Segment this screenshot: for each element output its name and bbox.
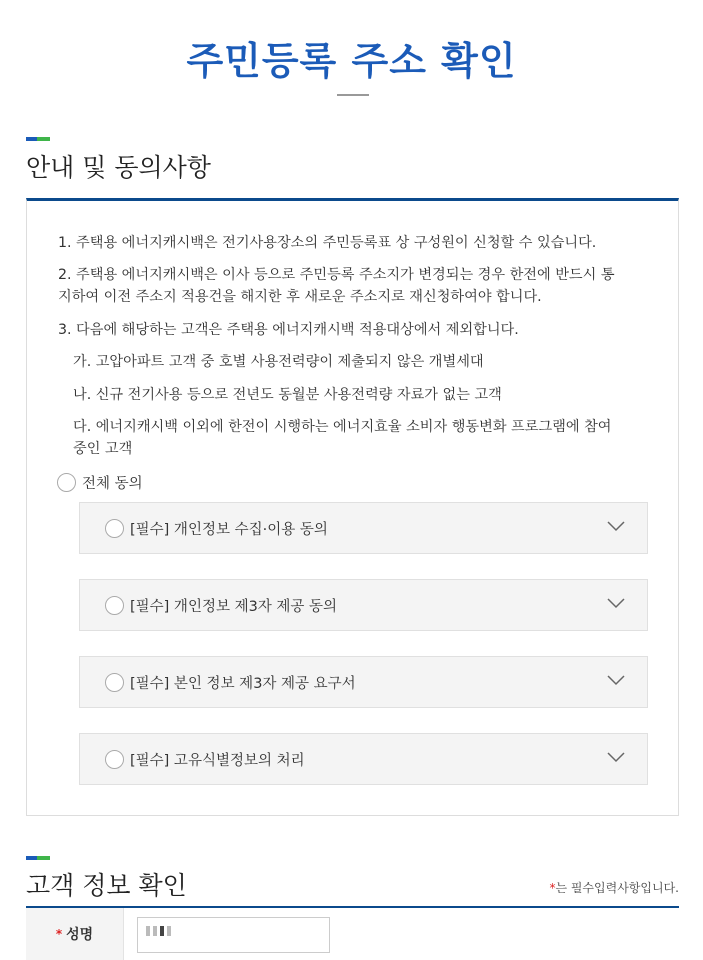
notice-subitem-c: 다. 에너지캐시백 이외에 한전이 시행하는 에너지효율 소비자 행동변화 프로그램에 참여: [73, 419, 612, 435]
chevron-down-icon[interactable]: [607, 674, 625, 686]
notice-item-2-cont: 지하여 이전 주소지 적용건을 해지한 후 새로운 주소지로 재신청하여야 합니다.: [58, 289, 542, 305]
agreement-radio[interactable]: [105, 750, 124, 769]
notice-item-2: 2. 주택용 에너지캐시백은 이사 등으로 주민등록 주소지가 변경되는 경우 한전에 반드시 통: [58, 267, 615, 283]
agreement-label: [필수] 고유식별정보의 처리: [130, 752, 305, 769]
required-note: *는 필수입력사항입니다.: [549, 881, 679, 895]
all-consent-radio[interactable]: [57, 473, 76, 492]
agreement-radio[interactable]: [105, 519, 124, 538]
masked-name-value: [146, 925, 171, 937]
page-title: 주민등록 주소 확인: [186, 39, 517, 83]
agreement-label: [필수] 개인정보 수집·이용 동의: [130, 521, 328, 538]
agreement-self-info-request[interactable]: [79, 656, 648, 708]
agreement-radio[interactable]: [105, 673, 124, 692]
notice-section-heading: 안내 및 동의사항: [26, 153, 211, 182]
chevron-down-icon[interactable]: [607, 597, 625, 609]
chevron-down-icon[interactable]: [607, 751, 625, 763]
notice-item-1: 1. 주택용 에너지캐시백은 전기사용장소의 주민등록표 상 구성원이 신청할 수 있습니다.: [58, 235, 597, 251]
title-divider: [337, 94, 369, 96]
notice-item-3: 3. 다음에 해당하는 고객은 주택용 에너지캐시백 적용대상에서 제외합니다.: [58, 322, 519, 338]
chevron-down-icon[interactable]: [607, 520, 625, 532]
agreement-unique-id[interactable]: [79, 733, 648, 785]
notice-subitem-c-cont: 중인 고객: [73, 441, 133, 457]
agreement-radio[interactable]: [105, 596, 124, 615]
agreement-privacy-third-party[interactable]: [79, 579, 648, 631]
all-consent-checkbox[interactable]: [57, 471, 143, 493]
section-marker: [26, 137, 50, 141]
customer-section-heading: 고객 정보 확인: [26, 871, 187, 900]
section-marker: [26, 856, 50, 860]
notice-subitem-a: 가. 고압아파트 고객 중 호별 사용전력량이 제출되지 않은 개별세대: [73, 354, 484, 370]
notice-subitem-b: 나. 신규 전기사용 등으로 전년도 동월분 사용전력량 자료가 없는 고객: [73, 387, 502, 403]
agreement-label: [필수] 개인정보 제3자 제공 동의: [130, 598, 338, 615]
agreement-privacy-collection[interactable]: [79, 502, 648, 554]
name-field-label: * 성명: [26, 908, 124, 960]
agreement-label: [필수] 본인 정보 제3자 제공 요구서: [130, 675, 356, 692]
all-consent-label: 전체 동의: [82, 475, 143, 492]
